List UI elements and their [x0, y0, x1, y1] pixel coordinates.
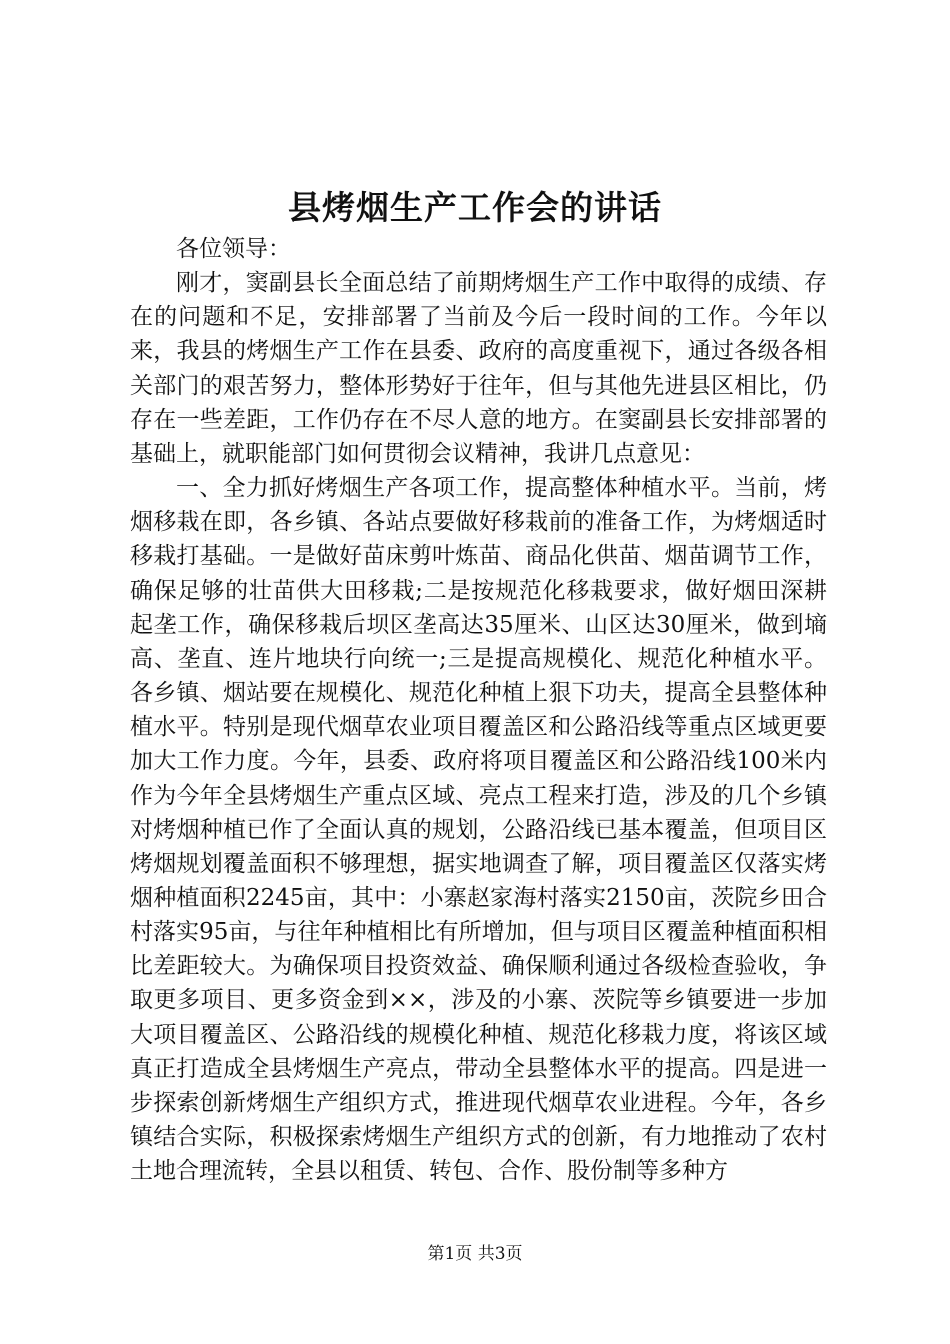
document-body [130, 232, 827, 1188]
paragraph-intro: 刚才，窦副县长全面总结了前期烤烟生产工作中取得的成绩、存在的问题和不足，安排部署了当前及今后一段时间的工作。今年以来，我县的烤烟生产工作在县委、政府的高度重视下，通过各级各相关部门的艰苦努力，整体形势好于往年，但与其他先进县区相比，仍存在一些差距，工作仍存在不尽人意的地方。在窦副县长安排部署的基础上，就职能部门如何贯彻会议精神，我讲几点意见： [130, 270, 827, 467]
salutation: 各位领导： [176, 236, 291, 262]
paragraph-section-one: 一、全力抓好烤烟生产各项工作，提高整体种植水平。当前，烤烟移栽在即，各乡镇、各站点要做好移栽前的准备工作，为烤烟适时移栽打基础。一是做好苗床剪叶炼苗、商品化供苗、烟苗调节工作，确保足够的壮苗供大田移栽;二是按规范化移栽要求，做好烟田深耕起垄工作，确保移栽后坝区垄高达35厘米、山区达30厘米，做到墒高、垄直、连片地块行向统一;三是提高规模化、规范化种植水平。各乡镇、烟站要在规模化、规范化种植上狠下功夫，提高全县整体种植水平。特别是现代烟草农业项目覆盖区和公路沿线等重点区域更要加大工作力度。今年，县委、政府将项目覆盖区和公路沿线100米内作为今年全县烤烟生产重点区域、亮点工程来打造，涉及的几个乡镇对烤烟种植已作了全面认真的规划，公路沿线已基本覆盖，但项目区烤烟规划覆盖面积不够理想，据实地调查了解，项目覆盖区仅落实烤烟种植面积2245亩，其中：小寨赵家海村落实2150亩，茨院乡田合村落实95亩，与往年种植相比有所增加，但与项目区覆盖种植面积相比差距较大。为确保项目投资效益、确保顺利通过各级检查验收，争取更多项目、更多资金到××，涉及的小寨、茨院等乡镇要进一步加大项目覆盖区、公路沿线的规模化种植、规范化移栽力度，将该区域真正打造成全县烤烟生产亮点，带动全县整体水平的提高。四是进一步探索创新烤烟生产组织方式，推进现代烟草农业进程。今年，各乡镇结合实际，积极探索烤烟生产组织方式的创新，有力地推动了农村土地合理流转，全县以租赁、转包、合作、股份制等多种方 [130, 475, 827, 1185]
page-footer: 第1页 共3页 [427, 1244, 523, 1264]
document-title: 县烤烟生产工作会的讲话 [288, 188, 662, 227]
